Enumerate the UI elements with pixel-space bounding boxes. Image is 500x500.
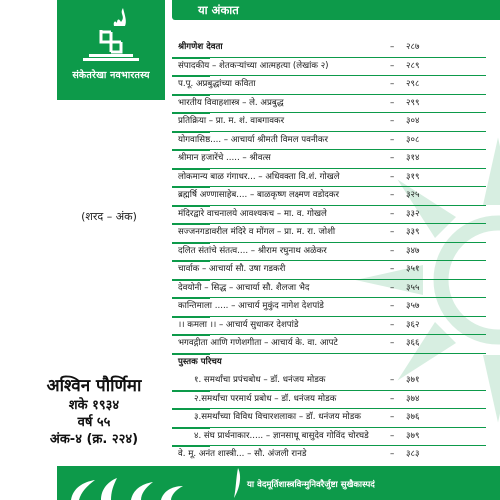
book-review-item [170, 390, 500, 409]
item-page: ३७६ [406, 412, 420, 422]
leader-dash: – [390, 301, 395, 311]
contents-item [170, 297, 500, 316]
item-title: २.समर्थांचा परमार्थ प्रबोध – डॉ. धनंजय मोडक [194, 393, 337, 404]
item-page: ३५१ [406, 264, 420, 274]
issue-number: अंक-४ (क्र. २२४) [49, 432, 139, 447]
item-page: ३७४ [406, 393, 420, 404]
leader-dash: – [390, 245, 395, 256]
item-page: २८९ [406, 60, 420, 71]
item-title: ब्रह्मर्षि अण्णासाहेब.... – बाळकृष्ण लक्ष्मण वडोदकर [178, 190, 339, 200]
item-title: वे. मू. अनंत शास्त्री... – सौ. अंजली रानडे [178, 449, 307, 459]
leader-dash: – [390, 264, 395, 274]
item-title: भारतीय विवाहशास्त्र – ले. अप्रबुद्ध [178, 97, 284, 108]
item-page: ३२५ [406, 190, 420, 200]
leader-dash: – [390, 42, 395, 52]
item-page: ३८३ [406, 449, 420, 459]
leader-dash: – [390, 412, 395, 422]
issue-title: अश्विन पौर्णिमा [46, 376, 142, 396]
item-title: संपादकीय – शेतकऱ्यांच्या आत्महत्या (लेखांक २) [178, 60, 329, 71]
item-page: ३५५ [406, 282, 420, 293]
item-page: ३७९ [406, 430, 420, 441]
contents-item [170, 75, 500, 94]
table-of-contents [170, 0, 500, 464]
leader-dash: – [390, 393, 395, 404]
contents-heading: या अंकात [172, 0, 500, 20]
item-title: भगवद्गीता आणि गणेशगीता – आचार्य के. वा. आपटे [178, 338, 338, 348]
logo-block [57, 0, 165, 100]
item-title: मंदिरद्वारे वाचनालये आवश्यकच – मा. व. गोखले [178, 208, 327, 219]
leader-dash: – [390, 282, 395, 293]
item-page: ३०८ [406, 134, 420, 145]
quill-icon [230, 466, 244, 500]
swastik-emblem-icon [79, 6, 143, 62]
leader-dash: – [390, 60, 395, 71]
leader-dash: – [390, 208, 395, 219]
leader-dash: – [390, 449, 395, 459]
issue-year: वर्ष ५५ [77, 415, 111, 430]
item-title: १. समर्थांचा प्रपंचबोध – डॉ. धनंजय मोडक [194, 375, 326, 385]
contents-item [170, 334, 500, 353]
leader-dash: – [390, 430, 395, 441]
leader-dash: – [390, 153, 395, 163]
leader-dash: – [390, 79, 395, 89]
item-page: ३३९ [406, 227, 420, 237]
leader-dash: – [390, 227, 395, 237]
book-review-item [170, 371, 500, 390]
section-title: पुस्तक परिचय [178, 356, 222, 367]
contents-item [170, 168, 500, 187]
contents-item [170, 57, 500, 76]
item-title: देवयोनी – सिद्ध – आचार्या सौ. शैलजा भैद [178, 282, 310, 293]
item-page: ३७१ [406, 375, 420, 385]
item-page: २९९ [406, 97, 420, 108]
issue-info [24, 375, 164, 448]
contents-item [170, 279, 500, 298]
contents-item [170, 186, 500, 205]
contents-item [170, 205, 500, 224]
item-title: योगवासिष्ठ.... – आचार्या श्रीमती विमल पवनीकर [178, 134, 329, 145]
item-title: चार्वाक – आचार्या सौ. उषा गडकरी [178, 264, 286, 274]
book-review-section [170, 353, 500, 372]
contents-item [170, 223, 500, 242]
footer-band [57, 466, 500, 500]
contents-item [170, 445, 500, 464]
contents-item [170, 131, 500, 150]
item-title: ३.समर्थांच्या विविध विचारशलाका – डॉ. धनंजय मोडक [194, 412, 361, 422]
contents-item [170, 149, 500, 168]
contents-item [170, 38, 500, 57]
item-page: ३०४ [406, 116, 420, 126]
leader-dash: – [390, 116, 395, 126]
item-title: कान्तिमाला ..... – आचार्य मुकुंद नागेश देशपांडे [178, 301, 324, 311]
leader-dash: – [390, 338, 395, 348]
leader-dash: – [390, 319, 395, 330]
contents-item [170, 316, 500, 335]
leader-dash: – [390, 97, 395, 108]
item-page: २९८ [406, 79, 420, 89]
item-page: ३१९ [406, 171, 420, 182]
item-title: सज्जनगडावरील मंदिरे व मोंगल – प्रा. म. रा. जोशी [178, 227, 336, 237]
leader-dash: – [390, 134, 395, 145]
contents-item [170, 112, 500, 131]
item-title: श्रीमान हजारेंचे ..... – श्रीवत्स [178, 153, 271, 163]
contents-item [170, 94, 500, 113]
sprout-icon [61, 468, 211, 500]
leader-dash: – [390, 190, 395, 200]
item-title: लोकमान्य बाळ गंगाधर... – अधिवक्ता वि.शं. गोखले [178, 171, 340, 182]
item-page: ३४७ [406, 245, 420, 256]
item-page: २८७ [406, 42, 420, 52]
book-review-item [170, 408, 500, 427]
item-page: ३१४ [406, 153, 420, 163]
book-review-item [170, 427, 500, 446]
item-title: ४. संघ प्रार्थनाकार..... – ज्ञानसाधू बासुदेव गोविंद चोरघडे [194, 430, 369, 441]
item-title: प.पू. अप्रबुद्धांच्या कविता [178, 79, 256, 89]
item-title: ।। कमला ।। – आचार्य सुधाकर देशपांडे [178, 319, 299, 330]
item-page: ३६६ [406, 338, 420, 348]
issue-shaka: शके १९३४ [68, 398, 120, 413]
contents-item [170, 242, 500, 261]
item-title: दलित संतांचे संतत्व.... – श्रीराम रघुनाथ अळेकर [178, 245, 327, 256]
item-title: श्रीगणेश देवता [178, 42, 223, 52]
leader-dash: – [390, 171, 395, 182]
item-page: ३५७ [406, 301, 420, 311]
item-title: प्रतिक्रिया – प्रा. म. शं. वाबगावकर [178, 116, 285, 126]
item-page: ३३२ [406, 208, 420, 219]
contents-list [170, 38, 500, 464]
edition-label: (शरद – अंक) [81, 210, 137, 223]
brand-name: संकेतरेखा नवभारतस्य [72, 70, 150, 81]
item-page: ३६२ [406, 319, 420, 330]
footer-verse: या वेदमूर्तिशास्त्रविन्मुनिवरैर्जुष्टा सुखैकास्पदं [247, 480, 375, 490]
contents-item [170, 260, 500, 279]
leader-dash: – [390, 375, 395, 385]
